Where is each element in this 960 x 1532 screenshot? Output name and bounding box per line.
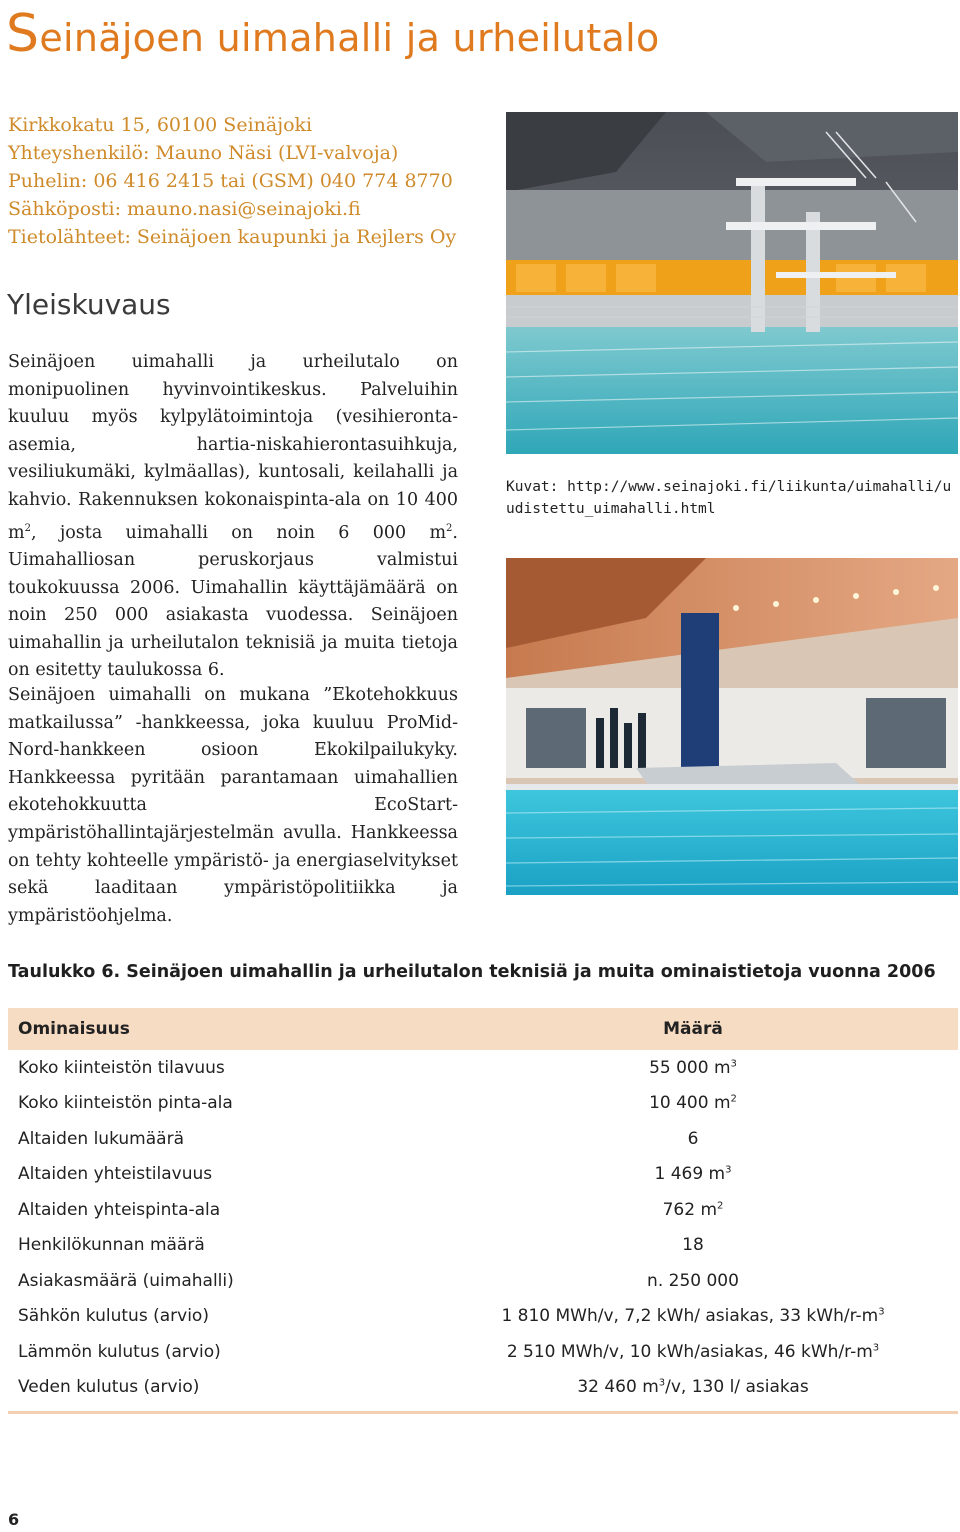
row-value-text: 10 400 m — [649, 1093, 731, 1114]
row-value-text: 1 469 m — [654, 1164, 726, 1185]
table-row — [8, 1157, 958, 1193]
intro-text-a: Seinäjoen uimahalli ja urheilutalo on monipuolinen hyvinvointikeskus. Palveluihin kuuluu myös kylpylätoimintoja (vesihieronta-asemia, hartia-niskahierontasuihkuja, vesiliukumäki, kylmäallas), kuntosali, keilahalli ja kahvio. Rakennuksen kokonaispinta-ala on 10 400 m — [8, 352, 458, 543]
section-heading: Yleiskuvaus — [7, 288, 171, 321]
row-value-text: 1 810 MWh/v, 7,2 kWh/ asiakas, 33 kWh/r-m — [501, 1306, 879, 1327]
row-label: Sähkön kulutus (arvio) — [18, 1306, 209, 1327]
row-value — [428, 1200, 958, 1220]
row-value — [428, 1377, 958, 1397]
header-property: Ominaisuus — [18, 1019, 130, 1039]
table-header — [8, 1008, 958, 1050]
row-value — [428, 1093, 958, 1113]
table-row — [8, 1086, 958, 1122]
row-value-sup: 3 — [725, 1164, 732, 1176]
row-label: Altaiden yhteispinta-ala — [18, 1199, 221, 1220]
contact-sources: Tietolähteet: Seinäjoen kaupunki ja Rejlers Oy — [8, 226, 457, 248]
intro-paragraph — [8, 349, 458, 685]
row-value — [428, 1235, 958, 1255]
row-value-sup: 2 — [730, 1093, 737, 1105]
row-value-text: 18 — [682, 1235, 704, 1256]
intro-text-b: , josta uimahalli on noin 6 000 m — [30, 522, 447, 543]
page-number: 6 — [8, 1510, 20, 1529]
table-row — [8, 1299, 958, 1335]
pool-photo-diving-tower — [506, 112, 958, 454]
row-value-sup: 3 — [872, 1342, 880, 1354]
contact-phone: Puhelin: 06 416 2415 tai (GSM) 040 774 8770 — [8, 170, 453, 192]
row-value — [428, 1164, 958, 1184]
row-label: Asiakasmäärä (uimahalli) — [18, 1270, 234, 1291]
intro-text-c: . Uimahalliosan peruskorjaus valmistui toukokuussa 2006. Uimahallin käyttäjämäärä on noin 250 000 asiakasta vuodessa. Seinäjoen uimahallin ja urheilutalon teknisiä ja muita tietoja on esitetty taulukossa 6. — [8, 522, 458, 681]
table-title: Taulukko 6. Seinäjoen uimahallin ja urheilutalon teknisiä ja muita ominaistietoja vuonna 2006 — [8, 962, 936, 982]
intro-sup-1: 2 — [24, 522, 31, 534]
title-rest: einäjoen uimahalli ja urheilutalo — [39, 16, 660, 60]
contact-person: Yhteyshenkilö: Mauno Näsi (LVI-valvoja) — [8, 142, 399, 164]
row-value — [428, 1271, 958, 1291]
properties-table — [8, 1008, 958, 1414]
row-value-tail: /v, 130 l/ asiakas — [665, 1377, 809, 1398]
row-value-text: 762 m — [662, 1199, 718, 1220]
row-label: Koko kiinteistön tilavuus — [18, 1057, 225, 1078]
table-row — [8, 1050, 958, 1086]
row-value-sup: 3 — [658, 1377, 666, 1389]
title-first-letter: S — [6, 4, 40, 64]
photo-caption: Kuvat: http://www.seinajoki.fi/liikunta/uimahalli/uudistettu_uimahalli.html — [506, 479, 952, 517]
table-body — [8, 1050, 958, 1405]
header-amount: Määrä — [663, 1019, 723, 1039]
row-value — [428, 1342, 958, 1362]
row-label: Veden kulutus (arvio) — [18, 1377, 200, 1398]
table-bottom-rule — [8, 1411, 958, 1414]
row-value-text: n. 250 000 — [647, 1270, 739, 1291]
row-label: Henkilökunnan määrä — [18, 1235, 205, 1256]
row-value-sup: 3 — [878, 1306, 885, 1318]
table-row — [8, 1228, 958, 1264]
table-row — [8, 1192, 958, 1228]
row-value — [428, 1306, 958, 1326]
row-value-text: 32 460 m — [577, 1377, 659, 1398]
intro-sup-2: 2 — [446, 522, 453, 534]
contact-address: Kirkkokatu 15, 60100 Seinäjoki — [8, 114, 313, 136]
row-value-text: 55 000 m — [649, 1057, 731, 1078]
table-row — [8, 1370, 958, 1406]
row-label: Altaiden yhteistilavuus — [18, 1164, 213, 1185]
row-value-sup: 3 — [730, 1058, 737, 1070]
row-label: Altaiden lukumäärä — [18, 1128, 184, 1149]
project-paragraph: Seinäjoen uimahalli on mukana ”Ekotehokkuus matkailussa” -hankkeessa, joka kuuluu ProMid-Nord-hankkeen osioon Ekokilpailukyky. Hankkeessa pyritään parantamaan uimahallien ekotehokkuutta EcoStart-ympäristöhallintajärjestelmän avulla. Hankkeessa on tehty kohteelle ympäristö- ja energiaselvitykset sekä laaditaan ympäristöpolitiikka ja ympäristöohjelma. — [8, 685, 458, 926]
row-value — [428, 1058, 958, 1078]
row-label: Koko kiinteistön pinta-ala — [18, 1093, 233, 1114]
page-title — [6, 4, 660, 64]
table-row — [8, 1334, 958, 1370]
row-value-text: 2 510 MWh/v, 10 kWh/asiakas, 46 kWh/r-m — [506, 1341, 873, 1362]
pool-photo-indoor — [506, 558, 958, 895]
row-value-text: 6 — [687, 1128, 699, 1149]
row-label: Lämmön kulutus (arvio) — [18, 1341, 221, 1362]
contact-info — [8, 111, 498, 251]
row-value-sup: 2 — [717, 1200, 724, 1212]
row-value — [428, 1129, 958, 1149]
table-row — [8, 1263, 958, 1299]
table-row — [8, 1121, 958, 1157]
contact-email: Sähköposti: mauno.nasi@seinajoki.fi — [8, 198, 361, 220]
